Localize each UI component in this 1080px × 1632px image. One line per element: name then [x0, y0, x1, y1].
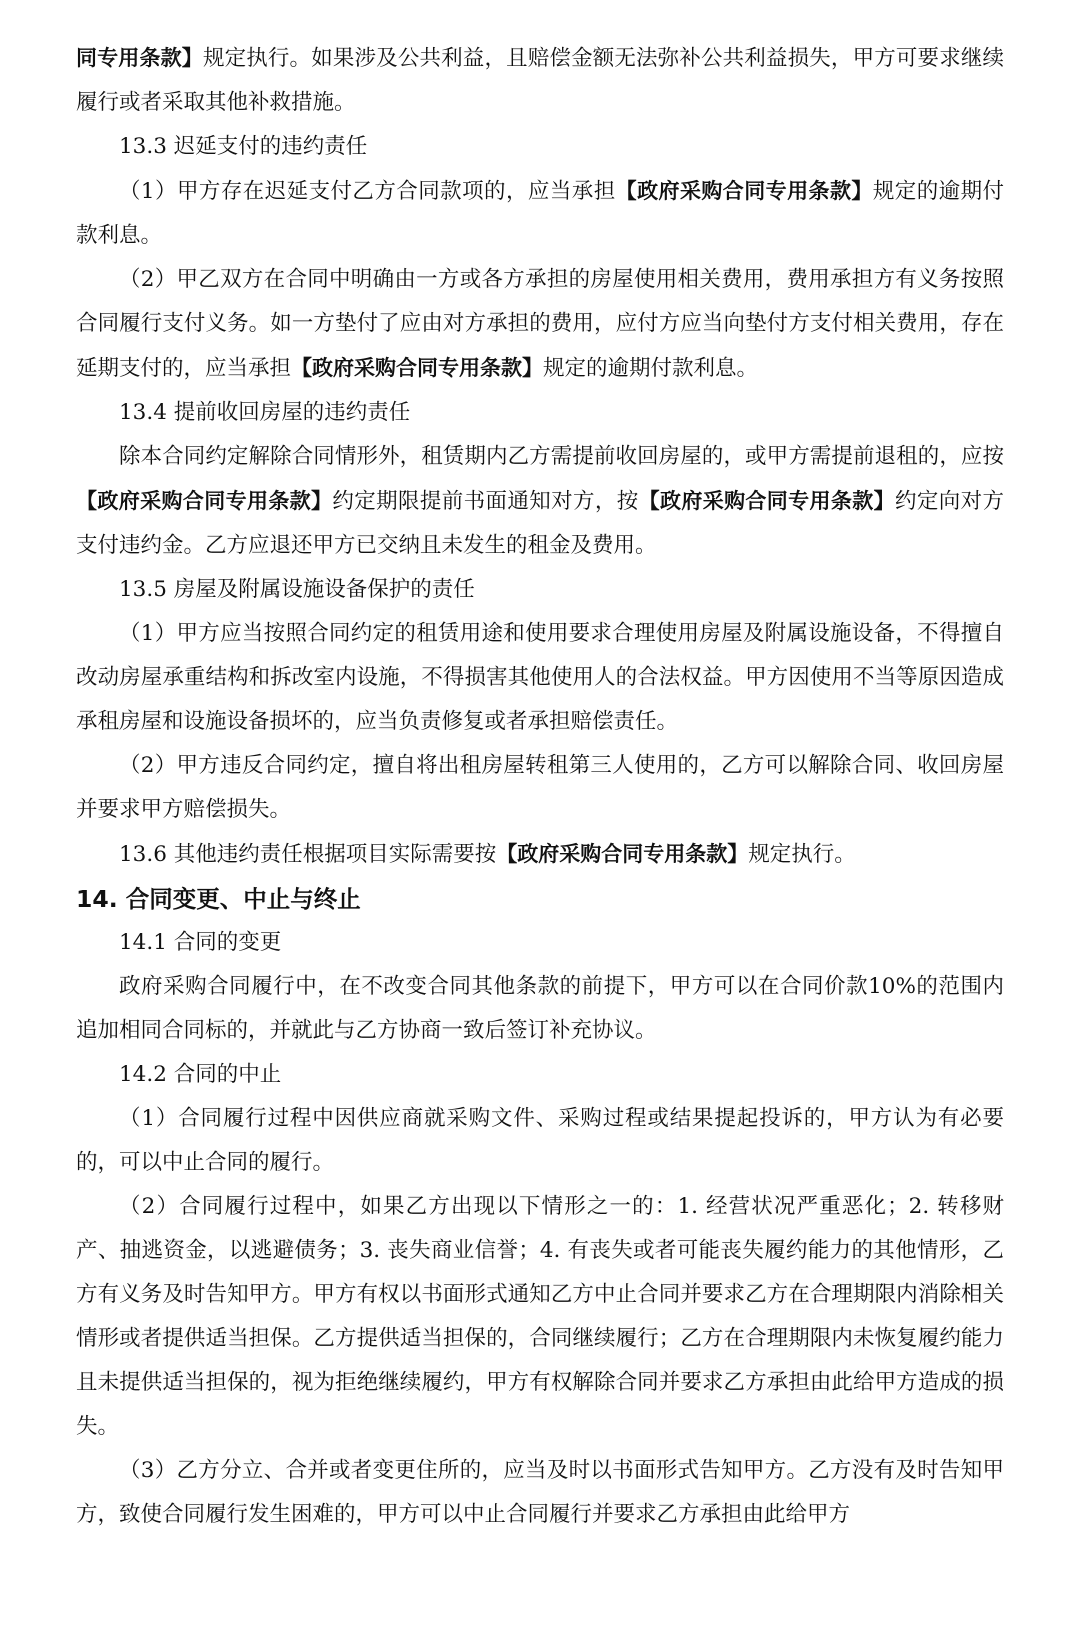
paragraph-text: （2）甲乙双方在合同中明确由一方或各方承担的房屋使用相关费用，费用承担方有义务按照合同履行支付义务。如一方垫付了应由对方承担的费用，应付方应当向垫付方支付相关费用，存在延期支付的，应当承担: [76, 267, 1004, 381]
section-13-5-heading: 13.5 房屋及附属设施设备保护的责任: [119, 577, 475, 602]
paragraph-text: 规定执行。: [748, 842, 856, 867]
paragraph-14-2-3: [76, 1449, 1004, 1537]
paragraph-text: 政府采购合同履行中，在不改变合同其他条款的前提下，甲方可以在合同价款10%的范围内追加相同合同标的，并就此与乙方协商一致后签订补充协议。: [76, 974, 1004, 1043]
paragraph-text: 约定期限提前书面通知对方，按: [332, 489, 639, 514]
paragraph-penalty-continuation: [76, 36, 1004, 125]
paragraph-text: 规定的逾期付款利息。: [76, 179, 1005, 248]
paragraph-text: 除本合同约定解除合同情形外，租赁期内乙方需提前收回房屋的，或甲方需提前退租的，应按: [119, 444, 1004, 469]
bold-clause-reference: 【政府采购合同专用条款】: [615, 179, 873, 203]
paragraph-text: 约定向对方支付违约金。乙方应退还甲方已交纳且未发生的租金及费用。: [76, 489, 1004, 558]
bold-clause-reference: 同专用条款】: [76, 46, 203, 70]
bold-clause-reference: 【政府采购合同专用条款】: [76, 489, 333, 513]
bold-clause-reference: 【政府采购合同专用条款】: [496, 842, 749, 866]
section-13-3-heading: 13.3 迟延支付的违约责任: [119, 134, 368, 159]
paragraph-text: （1）甲方存在迟延支付乙方合同款项的，应当承担: [119, 179, 616, 204]
paragraph-text: （3）乙方分立、合并或者变更住所的，应当及时以书面形式告知甲方。乙方没有及时告知甲方，致使合同履行发生困难的，甲方可以中止合同履行并要求乙方承担由此给甲方: [76, 1458, 1004, 1527]
paragraph-14-2-1: [76, 1097, 1004, 1185]
paragraph-text: 规定的逾期付款利息。: [543, 356, 759, 381]
bold-clause-reference: 【政府采购合同专用条款】: [291, 356, 544, 380]
paragraph-text: （1）合同履行过程中因供应商就采购文件、采购过程或结果提起投诉的，甲方认为有必要的，可以中止合同的履行。: [76, 1106, 1004, 1175]
section-13-6: [76, 832, 1004, 877]
paragraph-13-3-1: [76, 169, 1004, 258]
paragraph-text: （2）甲方违反合同约定，擅自将出租房屋转租第三人使用的，乙方可以解除合同、收回房屋并要求甲方赔偿损失。: [76, 753, 1004, 822]
paragraph-text: 13.6 其他违约责任根据项目实际需要按: [119, 842, 497, 867]
paragraph-13-5-1: [76, 612, 1004, 744]
paragraph-13-3-2: [76, 258, 1004, 391]
paragraph-text: 规定执行。如果涉及公共利益，且赔偿金额无法弥补公共利益损失，甲方可要求继续履行或者采取其他补救措施。: [76, 46, 1004, 115]
paragraph-13-5-2: [76, 744, 1004, 832]
paragraph-14-2-2: [76, 1185, 1004, 1449]
section-14-2-heading: 14.2 合同的中止: [119, 1062, 282, 1087]
section-14-1-heading: 14.1 合同的变更: [119, 930, 282, 955]
paragraph-14-1: [76, 965, 1004, 1053]
paragraph-text: （2）合同履行过程中，如果乙方出现以下情形之一的：1. 经营状况严重恶化；2. 转移财产、抽逃资金，以逃避债务；3. 丧失商业信誉；4. 有丧失或者可能丧失履约能力的其他情形，乙方有义务及时告知甲方。甲方有权以书面形式通知乙方中止合同并要求乙方在合理期限内消除相关情形或者提供适当担保。乙方提供适当担保的，合同继续履行；乙方在合理期限内未恢复履约能力且未提供适当担保的，视为拒绝继续履约，甲方有权解除合同并要求乙方承担由此给甲方造成的损失。: [76, 1194, 1004, 1439]
bold-clause-reference: 【政府采购合同专用条款】: [638, 489, 896, 513]
section-14-heading: 14. 合同变更、中止与终止: [76, 885, 361, 913]
paragraph-text: （1）甲方应当按照合同约定的租赁用途和使用要求合理使用房屋及附属设施设备，不得擅自改动房屋承重结构和拆改室内设施，不得损害其他使用人的合法权益。甲方因使用不当等原因造成承租房屋和设施设备损坏的，应当负责修复或者承担赔偿责任。: [76, 621, 1004, 734]
paragraph-13-4: [76, 435, 1004, 568]
section-13-4-heading: 13.4 提前收回房屋的违约责任: [119, 400, 411, 425]
